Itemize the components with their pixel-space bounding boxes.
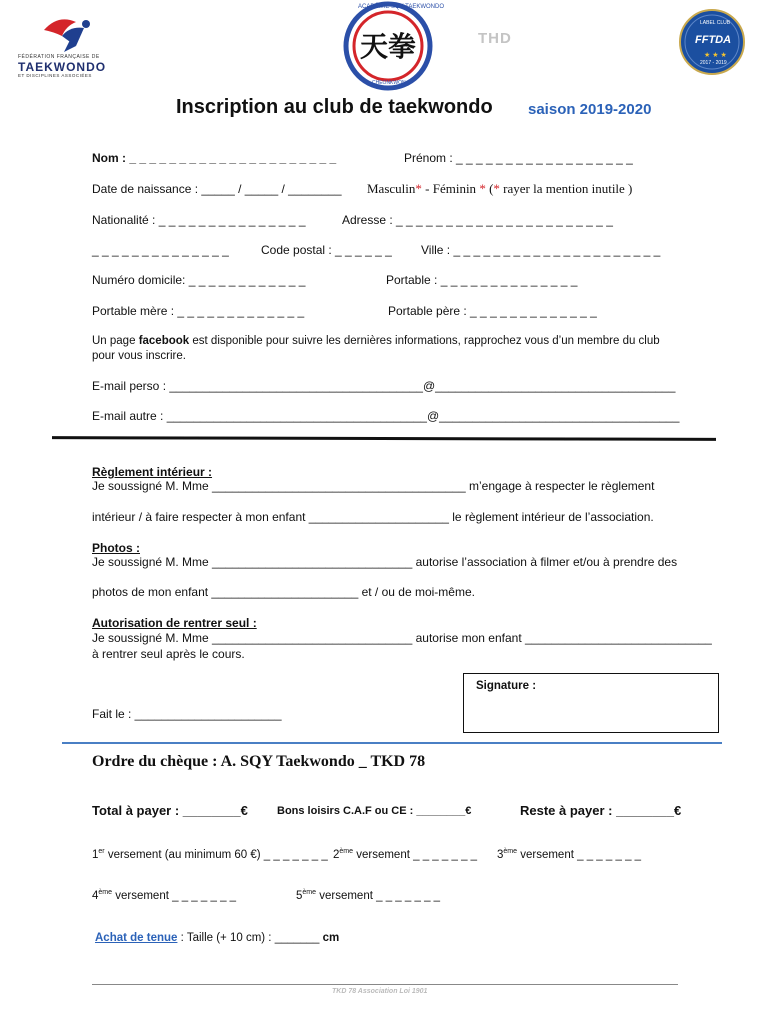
feminin-label: - Féminin (421, 181, 480, 196)
versement-3-field[interactable] (497, 848, 641, 861)
v1-text: versement (au minimum 60 €) _ _ _ _ _ _ _ (104, 848, 328, 861)
ftk-text-1: FÉDÉRATION FRANÇAISE DE (18, 54, 100, 60)
autorisation-line-1[interactable]: Je soussigné M. Mme ______________________________ autorise mon enfant ____________________________ (92, 631, 712, 645)
mention-star: * (493, 181, 500, 196)
ville-field[interactable]: Ville : _ _ _ _ _ _ _ _ _ _ _ _ _ _ _ _ _ _ _ _ _ (421, 243, 661, 257)
page-title: Inscription au club de taekwondo (176, 96, 493, 118)
autorisation-heading: Autorisation de rentrer seul : (92, 616, 257, 630)
tenue-row (95, 932, 339, 944)
v4-num: 4 (92, 889, 99, 902)
gender-choice[interactable] (367, 181, 632, 197)
tenue-size-field[interactable]: : Taille (+ 10 cm) : _______ (177, 932, 323, 944)
photos-line-2[interactable]: photos de mon enfant ______________________ et / ou de moi-même. (92, 585, 475, 599)
fb-text-2: est disponible pour suivre les dernières informations, rapprochez vous d’un membre du club (189, 335, 660, 347)
reglement-line-1[interactable]: Je soussigné M. Mme ______________________________________ m’engage à respecter le règlement (92, 479, 655, 493)
v4-sup: ème (98, 889, 113, 896)
season-label: saison 2019-2020 (528, 101, 652, 118)
code-postal-field[interactable]: Code postal : _ _ _ _ _ _ (261, 243, 392, 257)
v1-num: 1 (92, 848, 99, 861)
section-divider (52, 436, 716, 441)
portable-pere-field[interactable]: Portable père : _ _ _ _ _ _ _ _ _ _ _ _ _ (388, 304, 597, 318)
versement-5-field[interactable] (296, 889, 440, 902)
fftda-label-logo (678, 8, 746, 76)
num-domicile-field[interactable]: Numéro domicile: _ _ _ _ _ _ _ _ _ _ _ _ (92, 273, 306, 287)
v2-num: 2 (333, 848, 340, 861)
v5-num: 5 (296, 889, 303, 902)
tenue-cm: cm (322, 932, 340, 944)
fb-text-1: Un page (92, 335, 139, 347)
svg-text:天拳: 天拳 (359, 30, 417, 63)
bons-loisirs-field[interactable]: Bons loisirs C.A.F ou CE : ________€ (277, 805, 472, 817)
fb-bold: facebook (138, 335, 190, 347)
mention-open: ( (485, 181, 494, 196)
v4-text: versement _ _ _ _ _ _ _ (112, 889, 237, 902)
portable-field[interactable]: Portable : _ _ _ _ _ _ _ _ _ _ _ _ _ _ (386, 273, 578, 287)
academie-logo (338, 0, 445, 96)
thd-logo: THD (478, 30, 512, 47)
fftda-top-text: LABEL CLUB (700, 20, 731, 26)
reglement-heading: Règlement intérieur : (92, 465, 213, 479)
mention-note: rayer la mention inutile ) (499, 181, 633, 196)
v1-sup: er (98, 848, 105, 855)
v5-text: versement _ _ _ _ _ _ _ (316, 889, 441, 902)
reglement-line-2[interactable]: intérieur / à faire respecter à mon enfant _____________________ le règlement intérieur de l’association. (92, 510, 654, 524)
dob-field[interactable]: Date de naissance : _____ / _____ / ________ (92, 182, 342, 196)
v5-sup: ème (302, 889, 317, 896)
portable-mere-field[interactable]: Portable mère : _ _ _ _ _ _ _ _ _ _ _ _ _ (92, 304, 305, 318)
footer-divider (92, 984, 678, 985)
ftk-text-2: TAEKWONDO (18, 60, 107, 74)
photos-heading: Photos : (92, 541, 140, 555)
fait-le-field[interactable]: Fait le : ______________________ (92, 707, 282, 721)
masculin-star: * (415, 181, 422, 196)
nom-label: Nom : _ _ _ _ _ _ _ _ _ _ _ _ _ _ _ _ _ _ _ _ _ (92, 151, 337, 165)
fb-text-3: pour vous inscrire. (92, 350, 186, 362)
total-field[interactable]: Total à payer : ________€ (92, 803, 248, 818)
autorisation-line-2: à rentrer seul après le cours. (92, 647, 245, 661)
nom-field[interactable] (92, 151, 336, 165)
ftk-logo (14, 12, 136, 76)
versement-4-field[interactable] (92, 889, 236, 902)
ftk-text-3: ET DISCIPLINES ASSOCIÉES (18, 73, 92, 78)
v3-text: versement _ _ _ _ _ _ _ (517, 848, 642, 861)
email-autre-field[interactable]: E-mail autre : _______________________________________@____________________________________ (92, 409, 680, 423)
masculin-label: Masculin (367, 181, 416, 196)
prenom-label: Prénom : _ _ _ _ _ _ _ _ _ _ _ _ _ _ _ _ _ _ (404, 151, 633, 165)
v2-text: versement _ _ _ _ _ _ _ (353, 848, 478, 861)
photos-line-1[interactable]: Je soussigné M. Mme ______________________________ autorise l’association à filmer et/ou à prendre des (92, 555, 678, 569)
v2-sup: ème (339, 848, 354, 855)
footer-text: TKD 78 Association Loi 1901 (332, 988, 428, 995)
payment-divider (62, 742, 722, 744)
achat-tenue-link[interactable]: Achat de tenue (95, 932, 178, 944)
academie-bottom-text: CHEONKWON (372, 80, 406, 86)
fftda-mid-text: FFTDA (695, 34, 732, 46)
email-perso-field[interactable]: E-mail perso : ______________________________________@____________________________________ (92, 379, 676, 393)
facebook-info (92, 335, 660, 347)
adresse-field[interactable]: Adresse : _ _ _ _ _ _ _ _ _ _ _ _ _ _ _ _ _ _ _ _ _ _ (342, 213, 613, 227)
feminin-star: * (479, 181, 486, 196)
nationalite-field[interactable]: Nationalité : _ _ _ _ _ _ _ _ _ _ _ _ _ _ _ (92, 213, 306, 227)
fftda-years-text: 2017 - 2019 (700, 60, 727, 66)
signature-label: Signature : (476, 680, 537, 692)
adresse-cont-field[interactable]: _ _ _ _ _ _ _ _ _ _ _ _ _ _ (92, 243, 229, 257)
v3-num: 3 (497, 848, 504, 861)
reste-field[interactable]: Reste à payer : ________€ (520, 803, 682, 818)
v3-sup: ème (503, 848, 518, 855)
signature-box[interactable] (463, 673, 719, 733)
cheque-order: Ordre du chèque : A. SQY Taekwondo _ TKD 78 (92, 753, 426, 770)
versement-2-field[interactable] (333, 848, 477, 861)
svg-text:★ ★ ★: ★ ★ ★ (704, 52, 727, 59)
prenom-field[interactable] (404, 151, 633, 165)
academie-top-text: ACADÉMIE SQY TAEKWONDO (358, 4, 445, 10)
versement-1-field[interactable] (92, 848, 328, 861)
